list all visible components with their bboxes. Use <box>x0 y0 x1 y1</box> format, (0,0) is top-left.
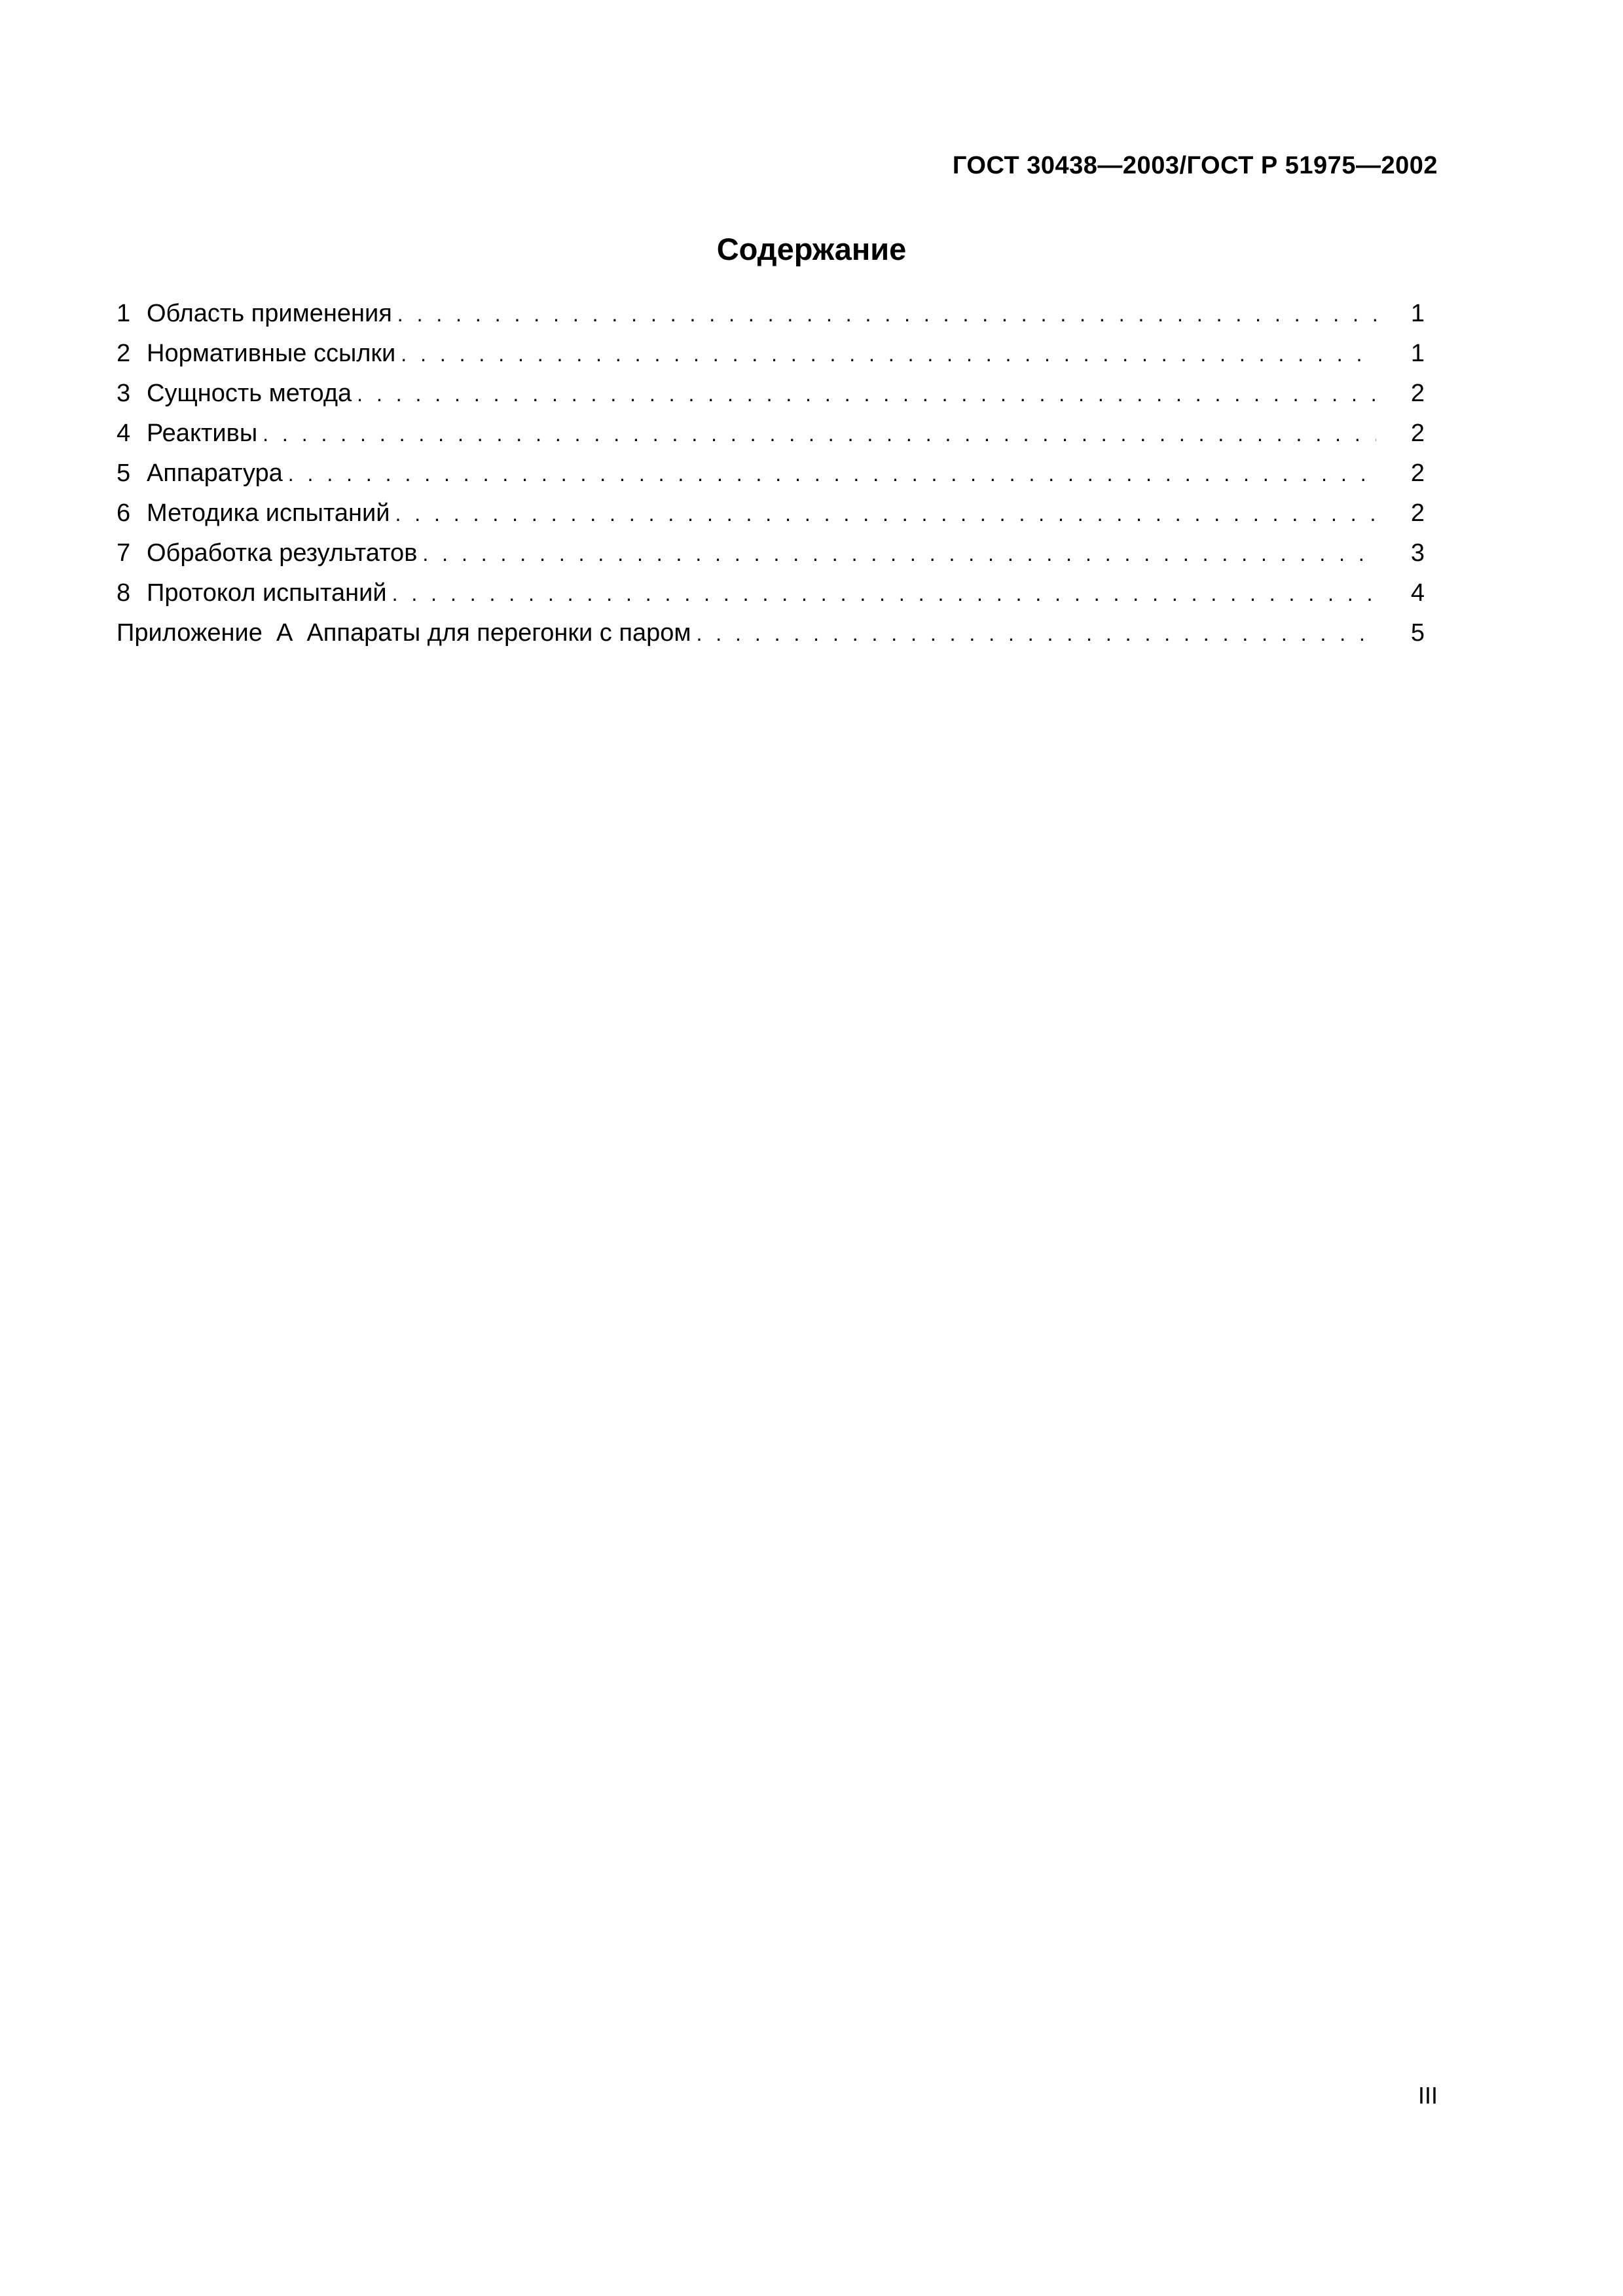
page-number: III <box>1417 2082 1438 2109</box>
toc-entry-title: Нормативные ссылки <box>147 340 396 367</box>
toc-entry-number: 1 <box>117 300 131 327</box>
toc-dot-leader <box>401 342 1376 367</box>
toc-entry-text <box>117 380 352 408</box>
toc-entry-page: 2 <box>1410 459 1425 487</box>
toc-entry-number: 3 <box>117 380 131 407</box>
toc-entry-title: Сущность метода <box>147 380 352 407</box>
toc-entry-text <box>117 300 392 328</box>
toc-entry[interactable] <box>117 380 1425 420</box>
toc-entry[interactable] <box>117 539 1425 579</box>
toc-entry-text <box>117 579 387 607</box>
toc-entry-text <box>117 420 257 448</box>
toc-entry-title: Реактивы <box>147 420 258 447</box>
toc-dot-leader <box>395 502 1376 526</box>
toc-entry-page: 4 <box>1410 579 1425 607</box>
toc-dot-leader <box>288 462 1376 486</box>
toc-dot-leader <box>357 382 1376 406</box>
toc-entry-page: 3 <box>1410 539 1425 567</box>
toc-entry-text <box>117 499 390 528</box>
toc-entry-title: Приложение А Аппараты для перегонки с паром <box>117 619 691 647</box>
toc-entry[interactable] <box>117 579 1425 619</box>
toc-entry[interactable] <box>117 420 1425 459</box>
toc-entry-number: 2 <box>117 340 131 367</box>
toc-dot-leader <box>392 582 1376 606</box>
toc-entry-page: 2 <box>1410 499 1425 527</box>
toc-entry-title: Аппаратура <box>147 459 283 487</box>
table-of-contents <box>117 300 1425 659</box>
toc-entry[interactable] <box>117 300 1425 340</box>
toc-entry-number: 6 <box>117 499 131 527</box>
toc-entry-number: 8 <box>117 579 131 607</box>
toc-dot-leader <box>696 622 1376 646</box>
toc-entry-number: 4 <box>117 420 131 447</box>
toc-entry[interactable] <box>117 340 1425 380</box>
toc-entry[interactable] <box>117 499 1425 539</box>
toc-dot-leader <box>263 422 1376 446</box>
toc-entry-title: Область применения <box>147 300 392 327</box>
toc-entry-title: Методика испытаний <box>147 499 390 527</box>
toc-entry-page: 2 <box>1410 380 1425 407</box>
toc-entry[interactable] <box>117 459 1425 499</box>
toc-entry-page: 5 <box>1410 619 1425 647</box>
toc-entry-text <box>117 539 417 567</box>
toc-entry-page: 2 <box>1410 420 1425 447</box>
toc-entry-title: Обработка результатов <box>147 539 418 567</box>
toc-entry-title: Протокол испытаний <box>147 579 387 607</box>
toc-entry-appendix[interactable] <box>117 619 1425 659</box>
toc-entry-number: 5 <box>117 459 131 487</box>
toc-dot-leader <box>397 302 1376 327</box>
toc-entry-text <box>117 340 395 368</box>
toc-entry-number: 7 <box>117 539 131 567</box>
toc-entry-page: 1 <box>1410 300 1425 327</box>
document-id-header: ГОСТ 30438—2003/ГОСТ Р 51975—2002 <box>952 152 1438 179</box>
toc-title: Содержание <box>716 232 907 266</box>
toc-dot-leader <box>422 542 1376 566</box>
toc-entry-page: 1 <box>1410 340 1425 367</box>
toc-entry-text <box>117 459 283 488</box>
